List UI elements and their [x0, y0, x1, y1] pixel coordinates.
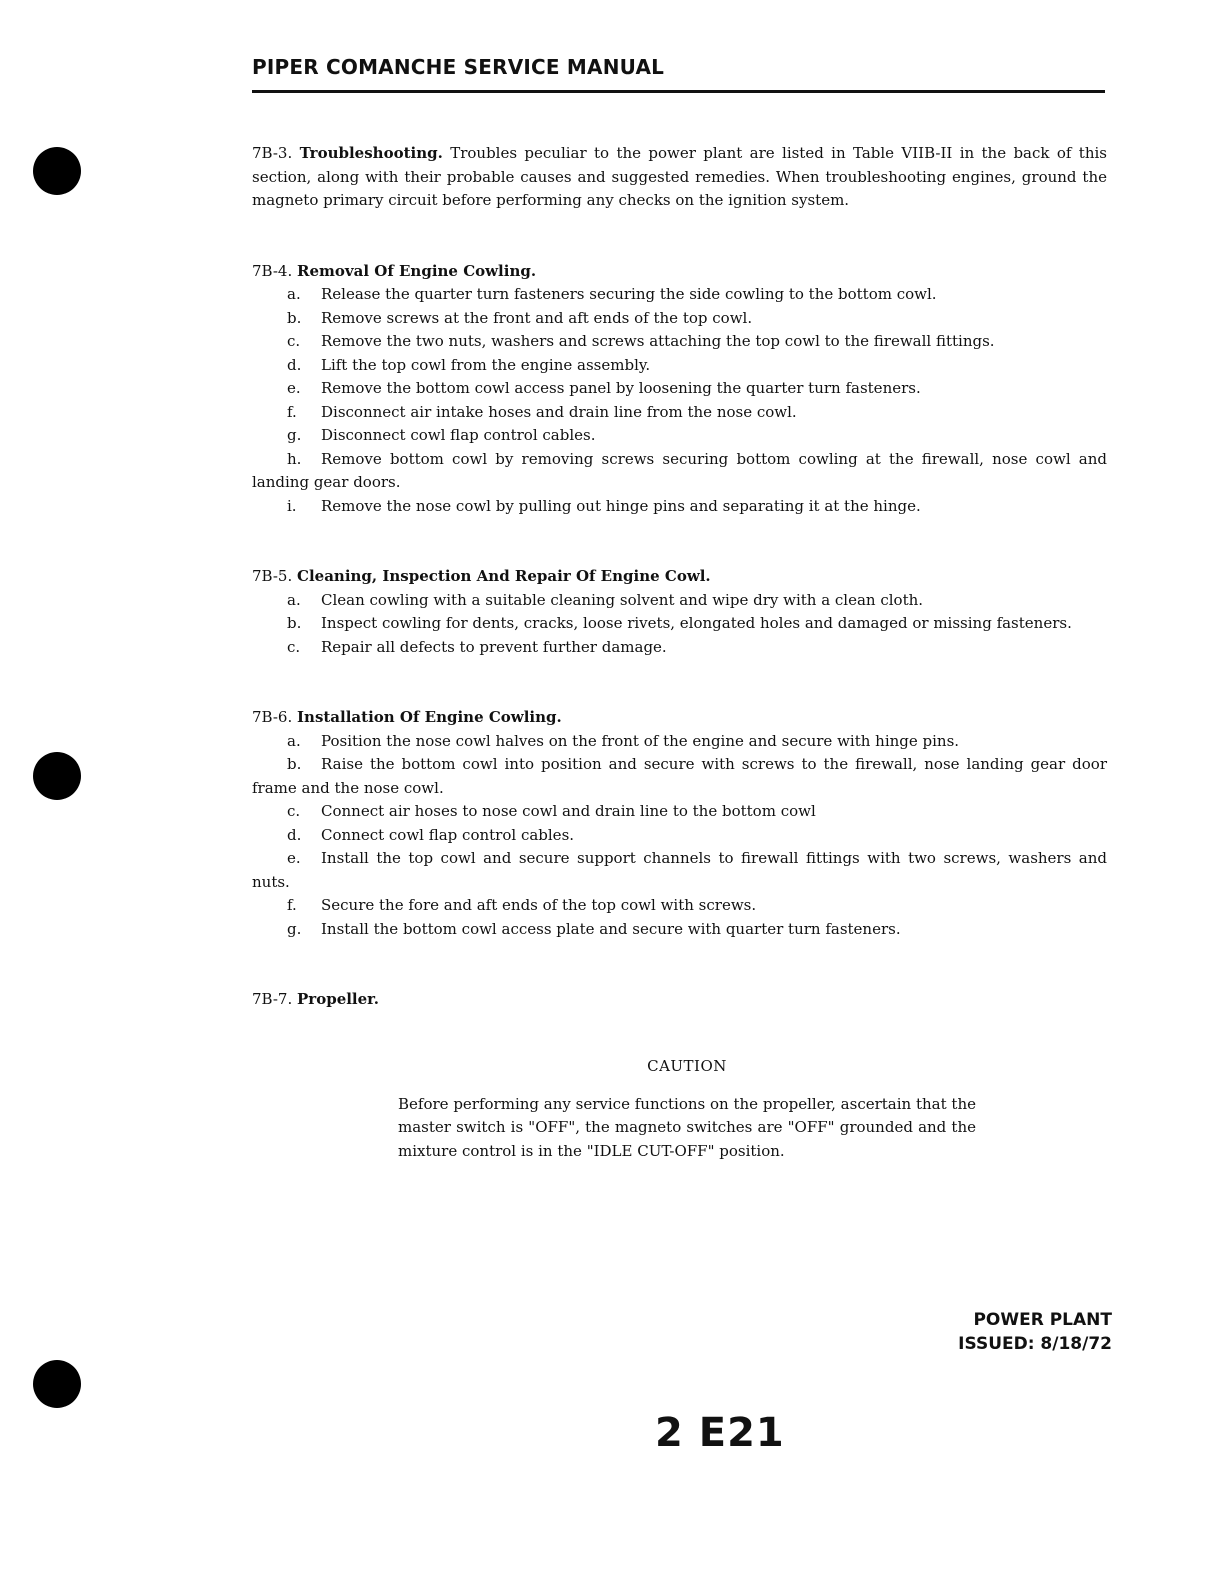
- header-rule: [252, 90, 1105, 93]
- manual-body: [252, 142, 1107, 1012]
- list-item: f. Disconnect air intake hoses and drain line from the nose cowl.: [287, 402, 797, 421]
- list-item: a. Clean cowling with a suitable cleaning solvent and wipe dry with a clean cloth.: [287, 590, 924, 609]
- caution-title: CAUTION: [647, 1057, 727, 1075]
- punch-hole-top: [33, 147, 81, 195]
- section-7b-7-heading: [252, 988, 1107, 1012]
- manual-title: PIPER COMANCHE SERVICE MANUAL: [252, 55, 665, 79]
- section-title: Propeller.: [297, 990, 379, 1008]
- list-item: b. Remove screws at the front and aft ends of the top cowl.: [287, 308, 753, 327]
- footer-issued: ISSUED: 8/18/72: [958, 1334, 1112, 1354]
- list-item: g. Install the bottom cowl access plate and secure with quarter turn fasteners.: [287, 919, 901, 938]
- punch-hole-bottom: [33, 1360, 81, 1408]
- list-item: a. Position the nose cowl halves on the front of the engine and secure with hinge pins.: [287, 731, 960, 750]
- list-item: i. Remove the nose cowl by pulling out hinge pins and separating it at the hinge.: [287, 496, 921, 515]
- page-footer: [958, 1308, 1112, 1356]
- fiche-page-code: 2 E21: [655, 1410, 785, 1456]
- list-item: b. Raise the bottom cowl into position and secure with screws to the firewall, nose landing gear door frame and the nose cowl.: [252, 755, 1107, 797]
- section-7b-6-heading: [252, 706, 1107, 730]
- section-number: 7B-6.: [252, 708, 293, 726]
- section-7b-3: [252, 142, 1107, 213]
- footer-section: POWER PLANT: [973, 1310, 1112, 1330]
- section-number: 7B-4.: [252, 261, 293, 280]
- section-7b-4-heading: [252, 260, 1107, 284]
- section-7b-5-heading: [252, 565, 1107, 589]
- list-item: e. Remove the bottom cowl access panel by loosening the quarter turn fasteners.: [287, 379, 921, 397]
- section-title: Removal Of Engine Cowling.: [297, 261, 537, 280]
- list-item: c. Remove the two nuts, washers and screws attaching the top cowl to the firewall fittings.: [287, 332, 995, 350]
- list-item: d. Connect cowl flap control cables.: [287, 825, 575, 844]
- section-number: 7B-5.: [252, 567, 293, 585]
- list-item: g. Disconnect cowl flap control cables.: [287, 426, 596, 444]
- list-item: a. Release the quarter turn fasteners securing the side cowling to the bottom cowl.: [287, 285, 937, 303]
- list-item: h. Remove bottom cowl by removing screws securing bottom cowling at the firewall, nose cowl and landing gear doors.: [252, 449, 1107, 491]
- list-item: e. Install the top cowl and secure support channels to firewall fittings with two screws, washers and nuts.: [252, 849, 1107, 891]
- section-number: 7B-7.: [252, 990, 293, 1008]
- section-title: Cleaning, Inspection And Repair Of Engine Cowl.: [297, 567, 711, 585]
- section-number: 7B-3.: [252, 144, 293, 162]
- section-7b-5-list: [252, 589, 1107, 660]
- punch-hole-middle: [33, 752, 81, 800]
- list-item: b. Inspect cowling for dents, cracks, loose rivets, elongated holes and damaged or missing fasteners.: [287, 614, 1072, 632]
- section-title: Installation Of Engine Cowling.: [297, 708, 562, 726]
- list-item: c. Connect air hoses to nose cowl and drain line to the bottom cowl: [287, 802, 816, 820]
- caution-text: Before performing any service functions on the propeller, ascertain that the master switch is "OFF", the magneto switches are "OFF" grounded and the mixture control is in the "IDLE CUT-OFF" position.: [398, 1094, 976, 1160]
- list-item: d. Lift the top cowl from the engine assembly.: [287, 355, 651, 374]
- section-body: Troubles peculiar to the power plant are listed in Table VIIB-II in the back of this section, along with their probable causes and suggested remedies. When troubleshooting engines, ground the magneto primary circuit before performing any checks on the ignition system.: [252, 144, 1107, 209]
- section-title: Troubleshooting.: [299, 144, 443, 162]
- section-7b-4-list: [252, 283, 1107, 518]
- section-7b-6-list: [252, 730, 1107, 942]
- list-item: c. Repair all defects to prevent further damage.: [287, 637, 667, 656]
- list-item: f. Secure the fore and aft ends of the top cowl with screws.: [287, 896, 757, 914]
- caution-block: [398, 1055, 976, 1163]
